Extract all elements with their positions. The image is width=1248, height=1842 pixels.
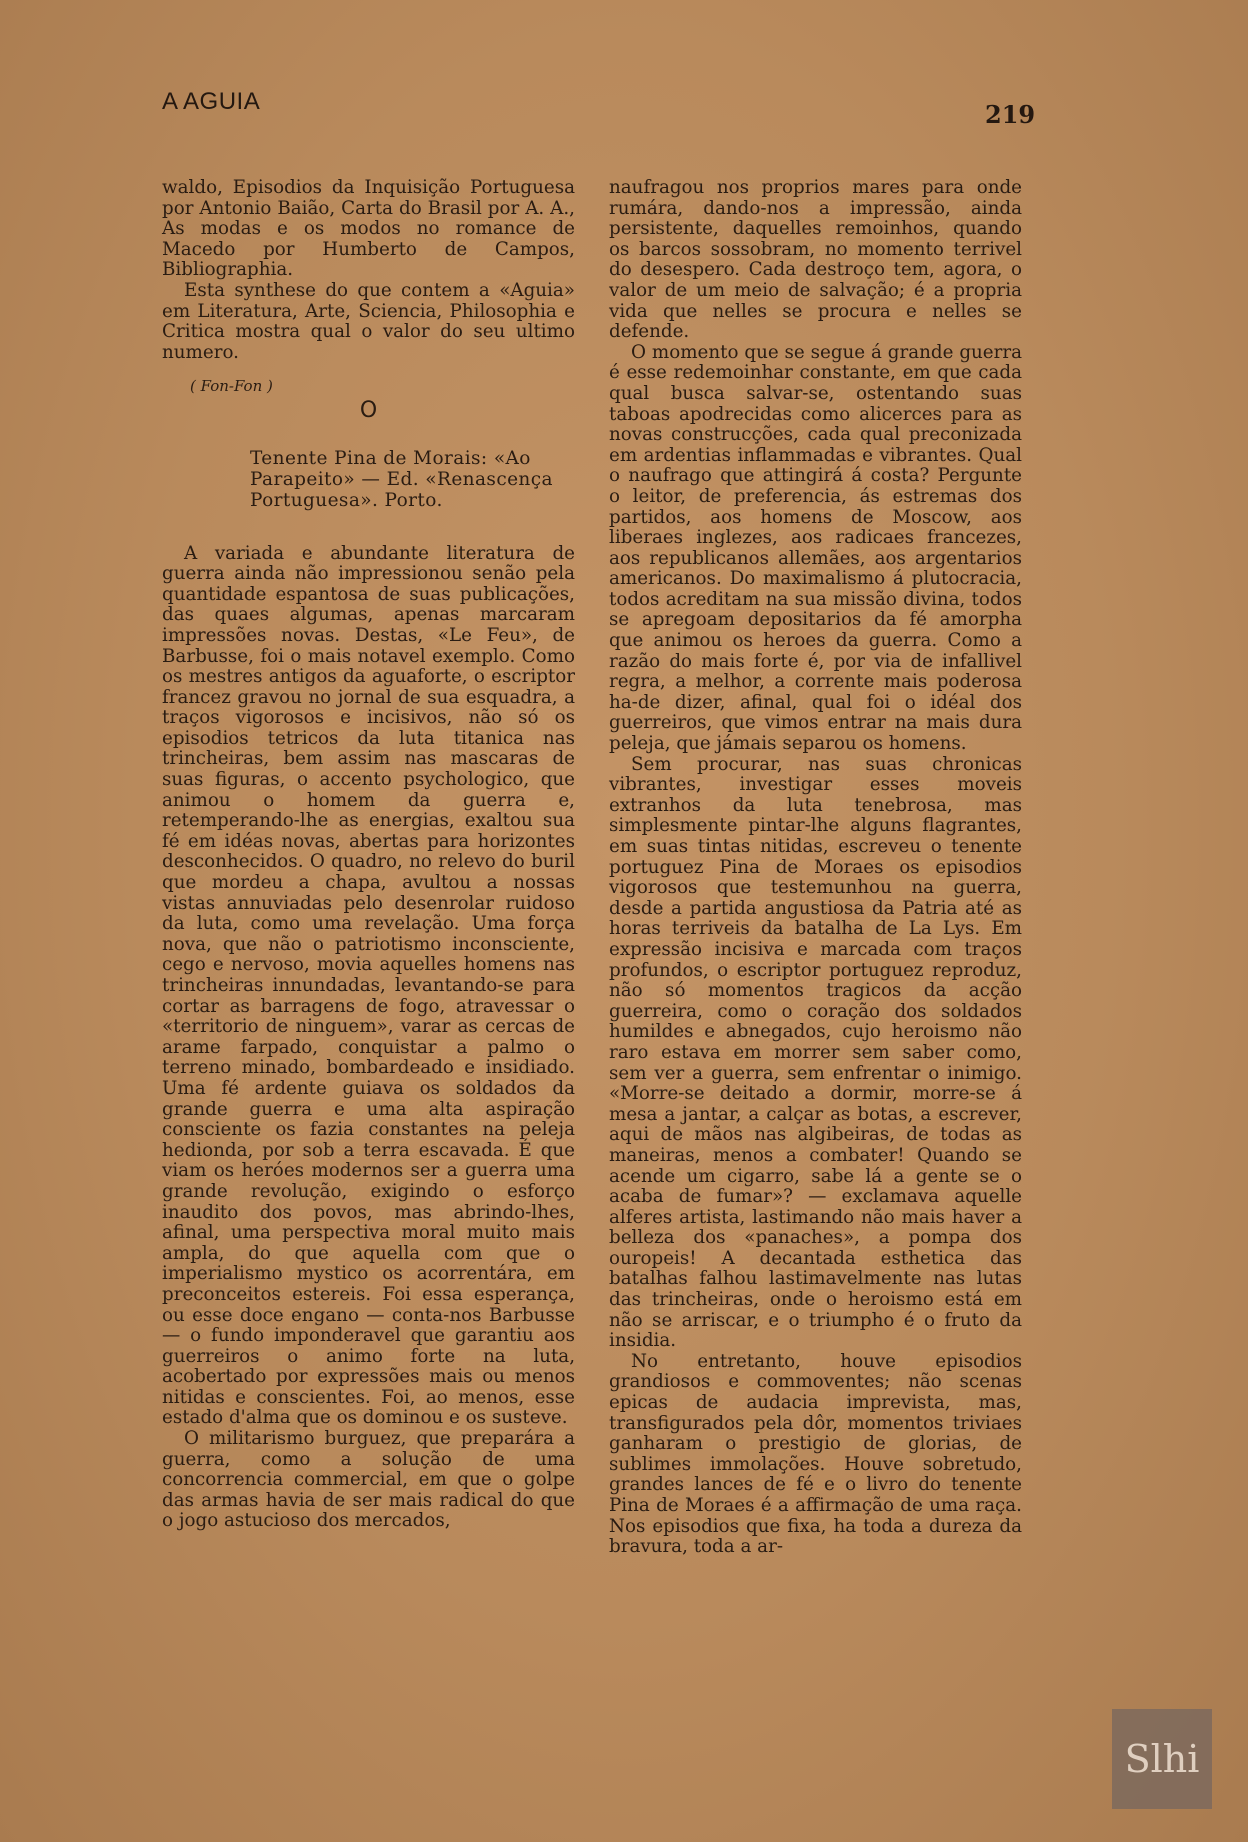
body-paragraph: O momento que se segue á grande guerra é esse redemoinhar constante, em que cada qual busca salvar-se, ostentando suas taboas apodrecidas como alicerces para as novas construcções, cada qual preconizada em ardentias inflammadas e vibrantes. Qual o naufrago que attingirá á costa? Pergunte o leitor, de preferencia, ás estremas dos partidos, aos homens de Moscow, aos liberaes inglezes, aos radicaes francezes, aos republicanos allemães, aos argentarios americanos. Do maximalismo á plutocracia, todos acreditam na sua missão divina, todos se apregoam depositarios da fé amorpha que animou os heroes da guerra. Como a razão do mais forte é, por via de infallivel regra, a melhor, a corrente mais poderosa ha-de dizer, afinal, qual foi o idéal dos guerreiros, que vimos entrar na mais dura peleja, que jámais separou os homens.: [609, 341, 1022, 755]
section-separator: O: [359, 397, 378, 423]
source-credit: ( Fon-Fon ): [190, 377, 273, 396]
body-paragraph: O militarismo burguez, que preparára a guerra, como a solução de uma concorrencia commercial, em que o golpe das armas havia de ser mais radical do que o jogo astucioso dos mercados,: [162, 1428, 575, 1532]
body-paragraph: Sem procurar, nas suas chronicas vibrantes, investigar esses moveis extranhos da luta tenebrosa, mas simplesmente pintar-lhe alguns flagrantes, em suas tintas nitidas, escreveu o tenente portuguez Pina de Moraes os episodios vigorosos que testemunhou na guerra, desde a partida angustiosa da Patria até as horas terriveis da batalha de La Lys. Em expressão incisiva e marcada com traços profundos, o escriptor portuguez reproduz, não só momentos tragicos da acção guerreira, como o coração dos soldados humildes e abnegados, cujo heroismo não raro estava em morrer sem saber como, sem ver a guerra, sem enfrentar o inimigo. «Morre-se deitado a dormir, morre-se á mesa a jantar, a calçar as botas, a escrever, aqui de mãos nas algibeiras, de todas as maneiras, menos a combater! Quando se acende um cigarro, sabe lá a gente se o acaba de fumar»? — exclamava aquelle alferes artista, lastimando não mais haver a belleza dos «panaches», a pompa dos ouropeis! A decantada esthetica das batalhas falhou lastimavelmente nas lutas das trincheiras, onde o heroismo está em não se arriscar, e o triumpho é o fruto da insidia.: [609, 753, 1022, 1352]
right-column: [609, 178, 1022, 1558]
library-watermark-logo: [1112, 1709, 1212, 1809]
synthesis-paragraph: Esta synthese do que contem a «Aguia» em Literatura, Arte, Sciencia, Philosophia e Critica mostra qual o valor do seu ultimo numero.: [162, 279, 575, 363]
intro-paragraph: waldo, Episodios da Inquisição Portuguesa por Antonio Baião, Carta do Brasil por A. A., As modas e os modos no romance de Macedo por Humberto de Campos, Bibliographia.: [162, 177, 575, 281]
body-paragraph: naufragou nos proprios mares para onde rumára, dando-nos a impressão, ainda persistente, daquelles remoinhos, quando os barcos sossobram, no momento terrivel do desespero. Cada destroço tem, agora, o valor de um meio de salvação; é a propria vida que nelles se procura e nelles se defende.: [609, 177, 1022, 343]
body-paragraph: A variada e abundante literatura de guerra ainda não impressionou senão pela quantidade espantosa de suas publicações, das quaes algumas, apenas marcaram impressões novas. Destas, «Le Feu», de Barbusse, foi o mais notavel exemplo. Como os mestres antigos da aguaforte, o escriptor francez gravou no jornal de sua esquadra, a traços vigorosos e incisivos, não só os episodios tetricos da luta titanica nas trincheiras, bem assim nas mascaras de suas figuras, o accento psychologico, que animou o homem da guerra e, retemperando-lhe as energias, exaltou sua fé em idéas novas, abertas para horizontes desconhecidos. O quadro, no relevo do buril que mordeu a chapa, avultou a nossas vistas annuviadas pelo desenrolar ruidoso da luta, como uma revelação. Uma força nova, que não o patriotismo inconsciente, cego e nervoso, movia aquelles homens nas trincheiras innundadas, levantando-se para cortar as barragens de fogo, atravessar o «territorio de ninguem», varar as cercas de arame farpado, conquistar a palmo o terreno minado, bombardeado e insidiado. Uma fé ardente guiava os soldados da grande guerra e uma alta aspiração consciente os fazia constantes na peleja hedionda, por sob a terra escavada. É que viam os heróes modernos ser a guerra uma grande revolução, exigindo o esforço inaudito dos povos, mas abrindo-lhes, afinal, uma perspectiva moral muito mais ampla, do que aquella com que o imperialismo mystico os acorrentára, em preconceitos estereis. Foi essa esperança, ou esse doce engano — conta-nos Barbusse — o fundo imponderavel que garantiu aos guerreiros o animo forte na luta, acobertado por expressões mais ou menos nitidas e conscientes. Foi, ao menos, esse estado d'alma que os dominou e os susteve.: [162, 542, 575, 1429]
running-head: A AGUIA: [162, 88, 261, 115]
page-number: 219: [985, 100, 1036, 129]
watermark-text: Slhi: [1124, 1737, 1200, 1781]
review-heading: Tenente Pina de Morais: «Ao Parapeito» — Ed. «Renascença Portuguesa». Porto.: [250, 447, 553, 511]
body-paragraph: No entretanto, houve episodios grandiosos e commoventes; não scenas epicas de audacia imprevista, mas, transfigurados pela dôr, momentos triviaes ganharam o prestigio de glorias, de sublimes immolações. Houve sobretudo, grandes lances de fé e o livro do tenente Pina de Moraes é a affirmação de uma raça. Nos episodios que fixa, ha toda a dureza da bravura, toda a ar-: [609, 1350, 1022, 1558]
left-column: [162, 178, 575, 1532]
